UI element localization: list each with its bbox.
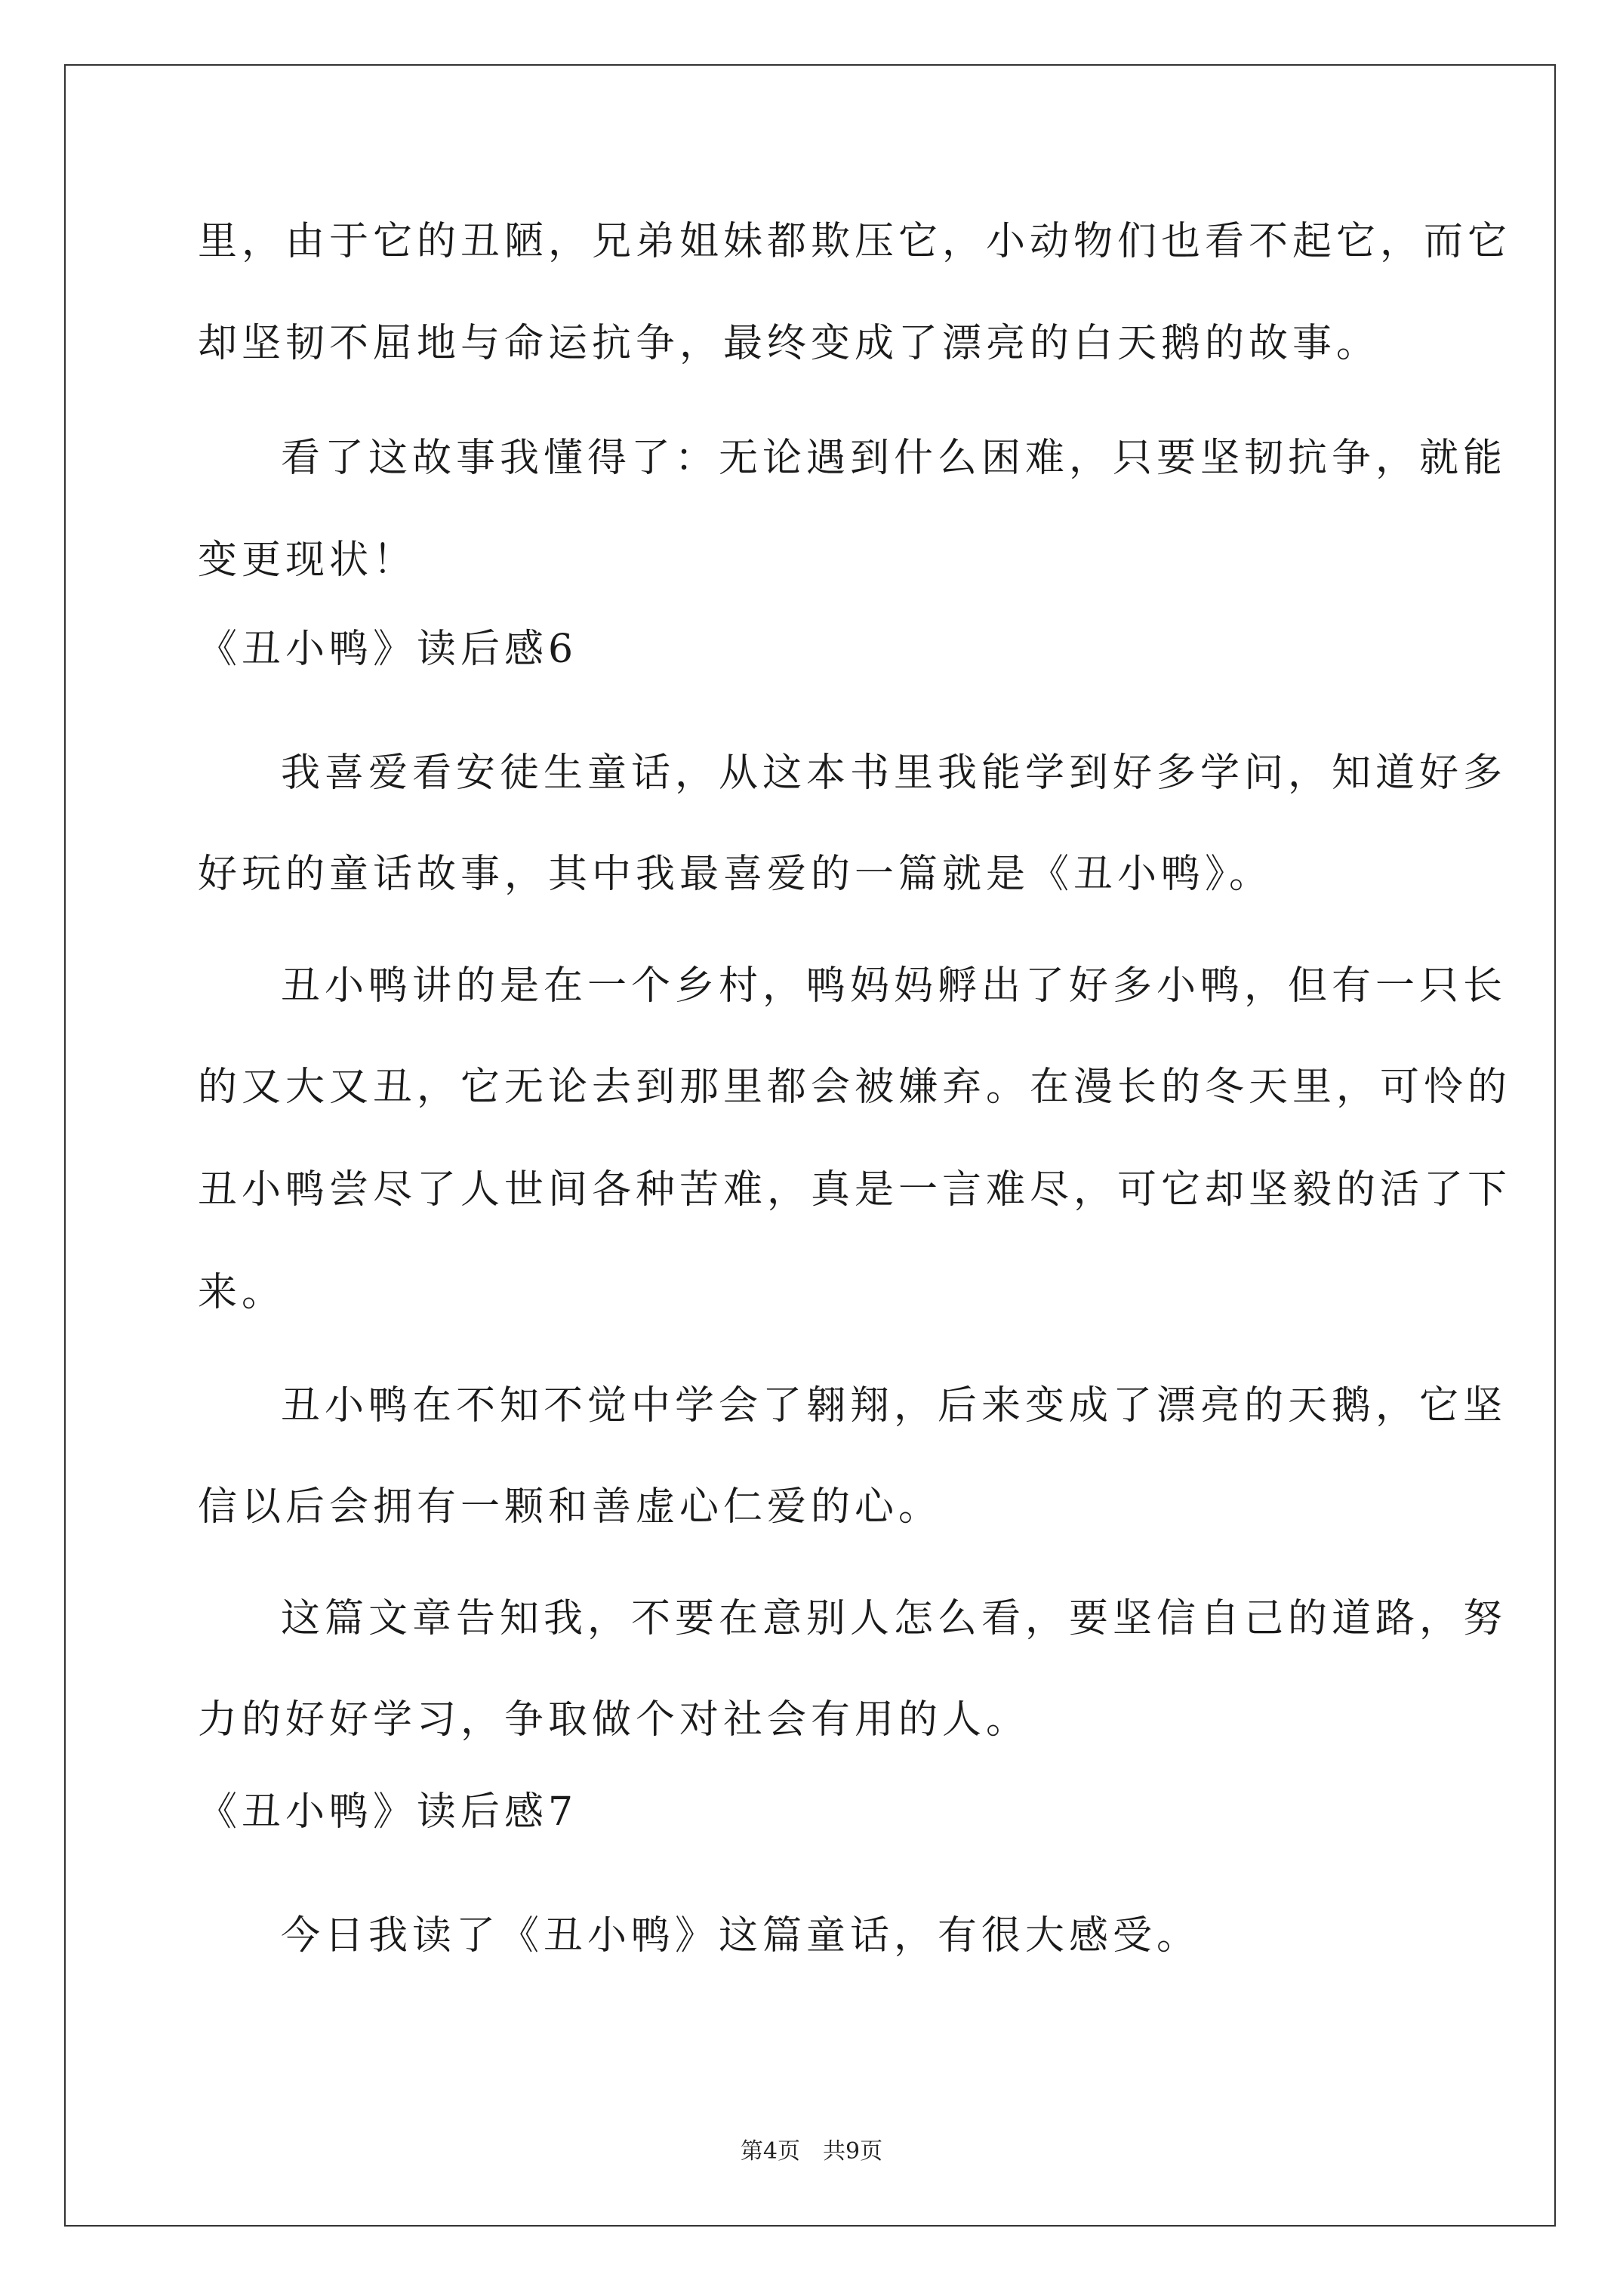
text-line: 丑小鸭在不知不觉中学会了翱翔，后来变成了漂亮的天鹅，它坚 <box>281 1383 1508 1428</box>
text-line: 看了这故事我懂得了：无论遇到什么困难，只要坚韧抗争，就能 <box>281 436 1508 481</box>
text-line: 力的好好学习，争取做个对社会有用的人。 <box>198 1697 1030 1743</box>
page-number: 第4页 共9页 <box>740 2138 883 2165</box>
text-line: 的又大又丑，它无论去到那里都会被嫌弃。在漫长的冬天里，可怜的 <box>198 1065 1512 1110</box>
text-line: 丑小鸭尝尽了人世间各种苦难，真是一言难尽，可它却坚毅的活了下 <box>198 1167 1512 1213</box>
page-border <box>64 64 1556 2227</box>
text-line: 来。 <box>198 1270 286 1315</box>
text-line: 信以后会拥有一颗和善虚心仁爱的心。 <box>198 1484 943 1530</box>
text-line: 变更现状！ <box>198 538 417 583</box>
text-line: 这篇文章告知我，不要在意别人怎么看，要坚信自己的道路，努 <box>281 1596 1508 1641</box>
text-line: 里，由于它的丑陋，兄弟姐妹都欺压它，小动物们也看不起它，而它 <box>198 219 1512 264</box>
section-heading: 《丑小鸭》读后感6 <box>198 627 578 672</box>
text-line: 丑小鸭讲的是在一个乡村，鸭妈妈孵出了好多小鸭，但有一只长 <box>281 963 1508 1009</box>
text-line: 却坚韧不屈地与命运抗争，最终变成了漂亮的白天鹅的故事。 <box>198 321 1381 366</box>
text-line: 好玩的童话故事，其中我最喜爱的一篇就是《丑小鸭》。 <box>198 852 1273 897</box>
text-line: 今日我读了《丑小鸭》这篇童话，有很大感受。 <box>281 1913 1201 1959</box>
text-line: 我喜爱看安徒生童话，从这本书里我能学到好多学问，知道好多 <box>281 750 1508 796</box>
section-heading: 《丑小鸭》读后感7 <box>198 1789 578 1835</box>
